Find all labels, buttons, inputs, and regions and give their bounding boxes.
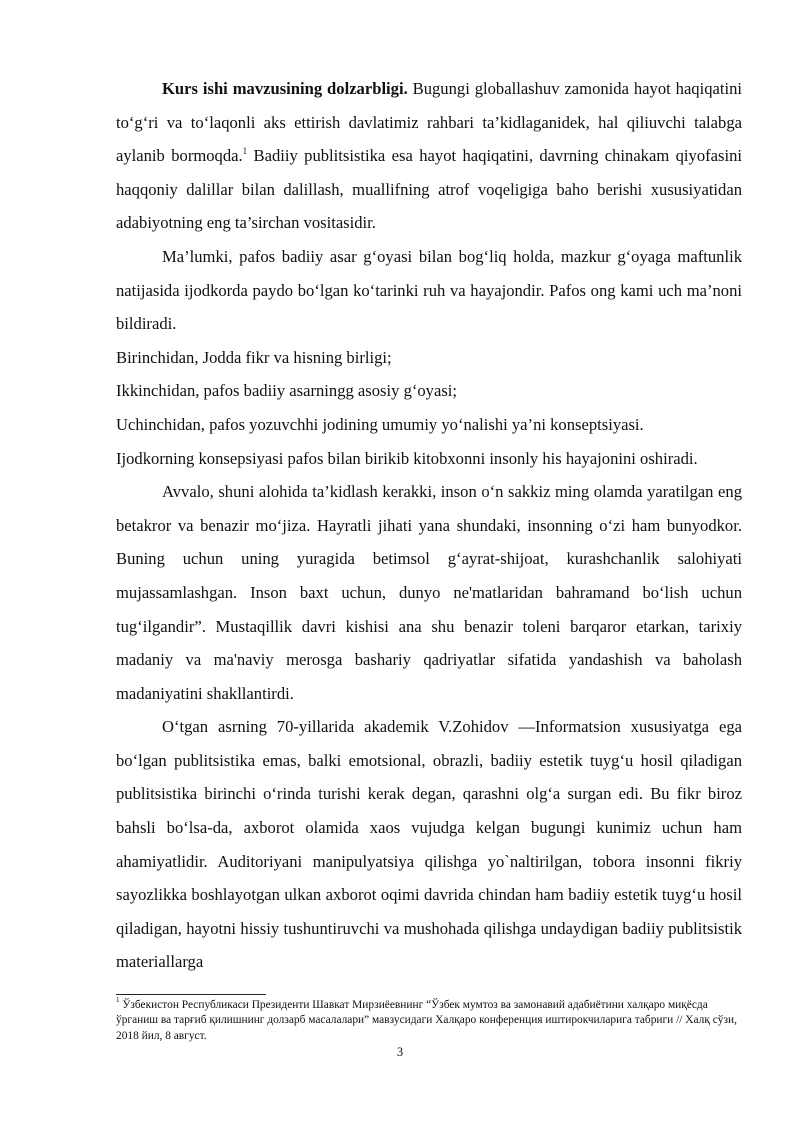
page-number: 3 bbox=[396, 1045, 404, 1059]
footnote-text: Ўзбекистон Республикаси Президенти Шавкат Мирзиёевнинг “Ўзбек мумтоз ва замонавий адабиётини халқаро миқёсда ўрганиш ва тарғиб қилишнинг долзарб масалалари” мавзусидаги Халқаро конференция иштирокчиларига табриги // Халқ сўзи, 2018 йил, 8 август. bbox=[116, 999, 737, 1042]
list-item: Ikkinchidan, pafos badiiy asarningg asosiy g‘oyasi; bbox=[116, 381, 458, 401]
section-heading: Kurs ishi mavzusining dolzarbligi. bbox=[162, 79, 408, 98]
footnote-reference: 1 bbox=[242, 145, 248, 156]
footnote-divider bbox=[116, 994, 266, 995]
list-item: Birinchidan, Jodda fikr va hisning birligi; bbox=[116, 347, 392, 367]
paragraph-text: Bugungi globallashuv zamonida hayot haqiqatini to‘g‘ri va to‘laqonli aks ettirish davlatimiz rahbari ta’kidlaganidek, hal qiliuvchi talabga aylanib bormoqda. bbox=[116, 79, 743, 166]
body-text bbox=[116, 72, 742, 979]
footnote-marker: 1 bbox=[116, 996, 120, 1005]
paragraph-human: Avvalo, shuni alohida ta’kidlash kerakki, inson o‘n sakkiz ming olamda yaratilgan eng betakror va benazir mo‘jiza. Hayratli jihati yana shundaki, insonning o‘zi ham bunyodkor. Buning uchun uning yuragida betimsol g‘ayrat-shijoat, kurashchanlik salohiyati mujassamlashgan. Inson baxt uchun, dunyo ne'matlaridan bahramand bo‘lish uchun tug‘ilgandir”. Mustaqillik davri kishisi ana shu benazir toleni barqaror etarkan, tarixiy madaniy va ma'naviy merosga bashariy qadriyatlar sifatida yandashish va baholash madaniyatini shakllantirdi. bbox=[116, 482, 742, 703]
list-item: Uchinchidan, pafos yozuvchhi jodining umumiy yo‘nalishi ya’ni konseptsiyasi. bbox=[116, 414, 644, 434]
paragraph-zohidov: O‘tgan asrning 70-yillarida akademik V.Zohidov ―Informatsion xususiyatga ega bo‘lgan publitsistika emas, balki emotsional, obrazli, badiiy estetik tuyg‘u hosil qiladigan publitsistika birinchi o‘rinda turishi kerak degan, qarashni olg‘a surgan edi. Bu fikr biroz bahsli bo‘lsa-da, axborot olamida xaos vujudga kelgan bugungi kunimiz uchun ham ahamiyatlidir. Auditoriyani manipulyatsiya qilishga yo`naltirilgan, tobora insonni fikriy sayozlikka boshlayotgan ulkan axborot oqimi davrida chindan ham badiiy estetik tuyg‘u hosil qiladigan, hayotni hissiy tushuntiruvchi va mushohada qilishga undaydigan badiiy publitsistik materiallarga bbox=[116, 717, 742, 972]
footnote bbox=[116, 998, 742, 1044]
paragraph-pafos: Ma’lumki, pafos badiiy asar g‘oyasi bilan bog‘liq holda, mazkur g‘oyaga maftunlik natijasida ijodkorda paydo bo‘lgan ko‘tarinki ruh va hayajondir. Pafos ong kami uch ma’noni bildiradi. bbox=[116, 246, 742, 334]
paragraph-text: Badiiy publitsistika esa hayot haqiqatini, davrning chinakam qiyofasini haqqoniy dalillar bilan dalillash, muallifning atrof voqeligiga baho berishi xususiyatidan adabiyotning eng ta’sirchan vositasidir. bbox=[116, 146, 742, 233]
paragraph-concept: Ijodkorning konsepsiyasi pafos bilan birikib kitobxonni insonly his hayajonini oshiradi. bbox=[116, 448, 698, 468]
paragraph-relevance bbox=[116, 72, 742, 240]
